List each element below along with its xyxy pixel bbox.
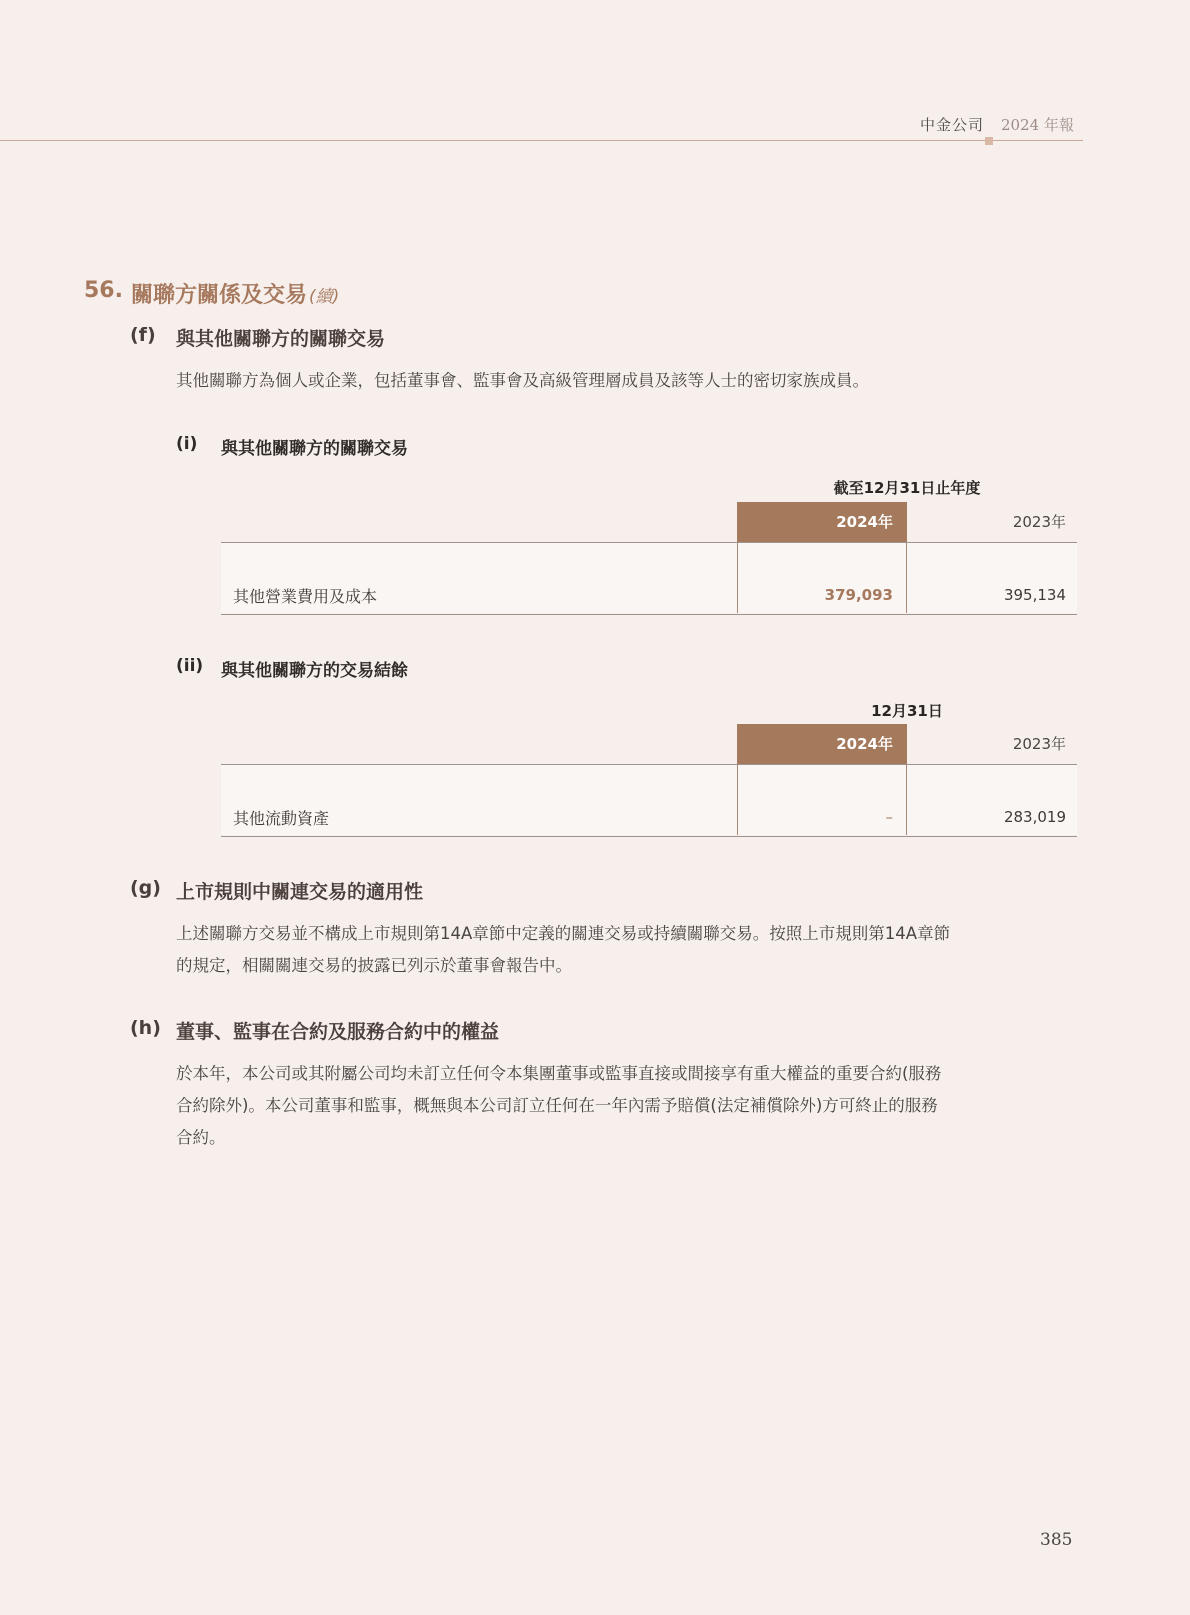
- table-i-row-label: 其他營業費用及成本: [233, 587, 378, 606]
- table-ii-row-label: 其他流動資產: [233, 809, 330, 828]
- table-i-value-current: 379,093: [824, 586, 893, 604]
- item-ii-title: 與其他關聯方的交易結餘: [221, 661, 408, 681]
- table-ii-year-prior: 2023年: [1012, 735, 1066, 753]
- subsection-f-paragraph: 其他關聯方為個人或企業，包括董事會、監事會及高級管理層成員及該等人士的密切家族成員。: [176, 371, 869, 390]
- header-report-year: 2024 年報: [1001, 116, 1074, 134]
- table-i-year-current: 2024年: [737, 502, 907, 542]
- subsection-h-letter: (h): [130, 1017, 161, 1039]
- page-number: 385: [1040, 1530, 1073, 1550]
- subsection-g-line-2: 的規定，相關關連交易的披露已列示於董事會報告中。: [176, 956, 572, 975]
- section-title-text: 關聯方關係及交易: [131, 283, 308, 308]
- subsection-h-line-3: 合約。: [176, 1128, 226, 1147]
- table-ii-period: 12月31日: [871, 702, 943, 720]
- subsection-f-title: 與其他關聯方的關聯交易: [176, 328, 386, 350]
- header-company: 中金公司: [920, 116, 985, 134]
- subsection-g-letter: (g): [130, 877, 161, 899]
- table-i-year-prior: 2023年: [1012, 513, 1066, 531]
- header-rule: [0, 140, 1083, 141]
- item-i-number: (i): [176, 434, 198, 454]
- table-i-bottom-rule: [221, 614, 1077, 615]
- table-i-period: 截至12月31日止年度: [833, 479, 981, 497]
- table-ii-value-prior: 283,019: [1003, 808, 1066, 826]
- subsection-g-line-1: 上述關聯方交易並不構成上市規則第14A章節中定義的關連交易或持續關聯交易。按照上市規則第14A章節: [176, 924, 951, 943]
- table-i-value-prior: 395,134: [1003, 586, 1066, 604]
- section-title: [131, 278, 339, 309]
- subsection-f-letter: (f): [130, 324, 156, 346]
- item-i-title: 與其他關聯方的關聯交易: [221, 439, 408, 459]
- subsection-h-title: 董事、監事在合約及服務合約中的權益: [176, 1021, 500, 1043]
- table-ii-year-current: 2024年: [737, 724, 907, 764]
- subsection-h-line-2: 合約除外)。本公司董事和監事，概無與本公司訂立任何在一年內需予賠償(法定補償除外)方可終止的服務: [176, 1096, 938, 1115]
- subsection-g-title: 上市規則中關連交易的適用性: [176, 881, 424, 903]
- table-ii-bottom-rule: [221, 836, 1077, 837]
- table-ii-value-current: –: [885, 808, 893, 826]
- subsection-h-line-1: 於本年，本公司或其附屬公司均未訂立任何令本集團董事或監事直接或間接享有重大權益的重要合約(服務: [176, 1064, 942, 1083]
- section-number: 56.: [84, 278, 123, 303]
- item-ii-number: (ii): [176, 656, 204, 676]
- section-continued: (續): [309, 287, 340, 307]
- header-marker: [985, 137, 993, 145]
